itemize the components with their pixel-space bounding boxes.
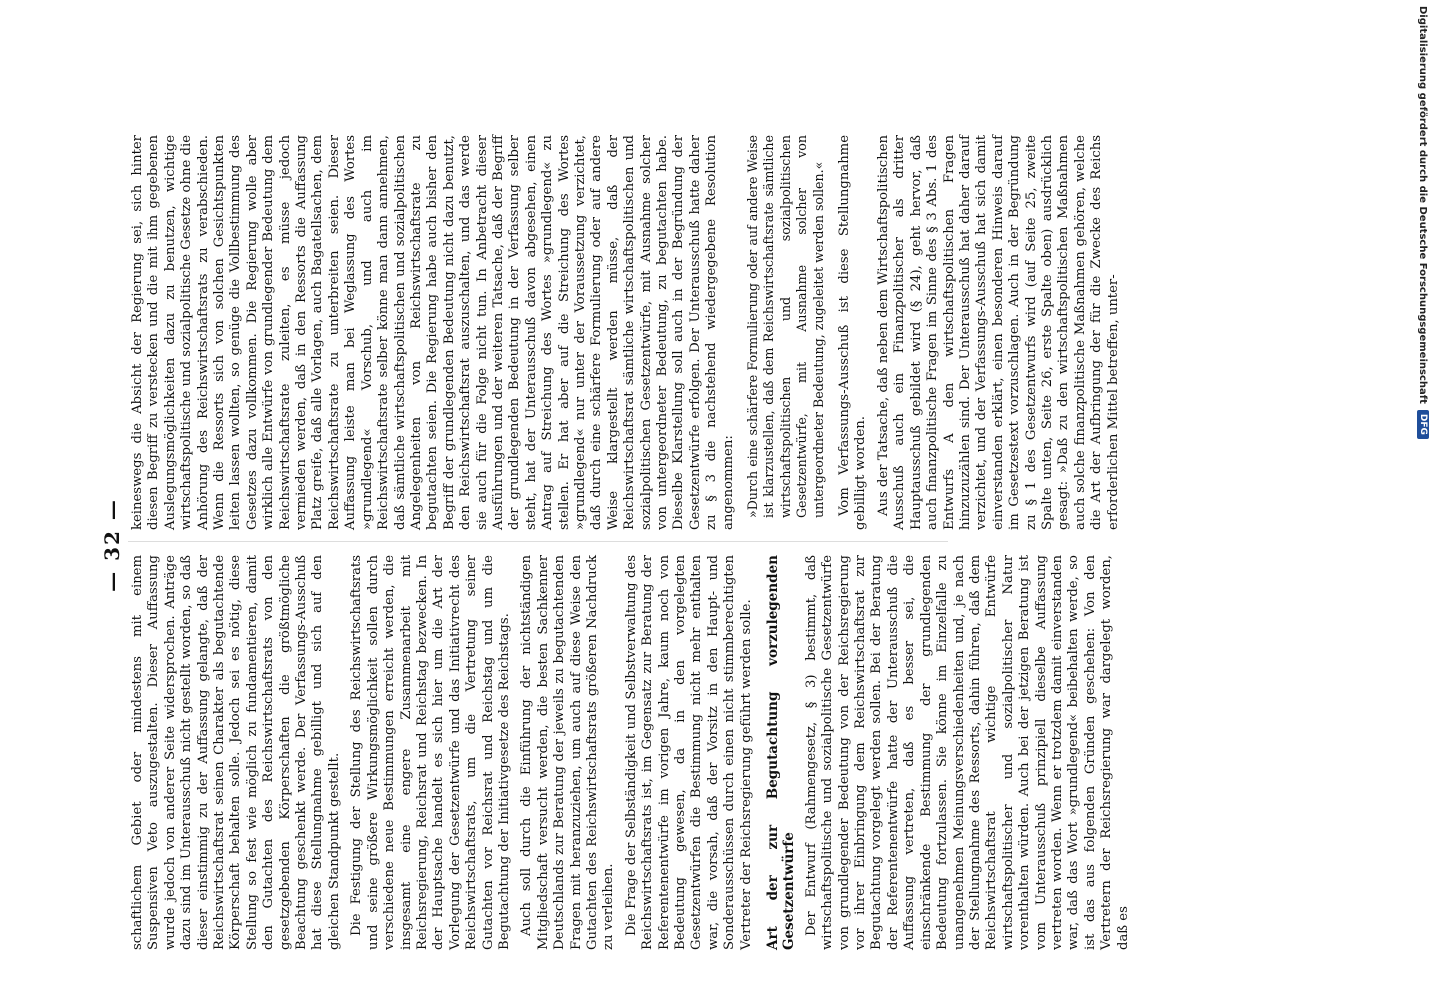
right-column	[130, 135, 1128, 530]
left-paragraph-3: Auch soll durch die Einführung der nichtständigen Mitgliedschaft versucht werden, die besten Sachkenner Deutschlands zur Beratung der jeweils zu begutachtenden Fragen mit heranzuziehen, um auch auf diese Weise den Gutachten des Reichswirtschaftsrats größeren Nachdruck zu verleihen.	[519, 555, 617, 950]
digitization-credit	[1412, 6, 1434, 996]
right-paragraph-3: Aus der Tatsache, daß neben dem Wirtschaftspolitischen Ausschuß auch ein Finanzpolitischer als dritter Hauptausschuß gebildet wird (§ 24), geht hervor, daß auch finanzpolitische Fragen im Sinne des § 3 Abs. 1 des Entwurfs A den wirtschaftspolitischen Fragen hinzuzuzählen sind. Der Unterausschuß hat daher darauf verzichtet, und der Verfassungs-Ausschuß hat sich damit einverstanden erklärt, einen besonderen Hinweis darauf im Gesetzestext vorzuschlagen. Auch in der Begründung zu § 1 des Gesetzentwurfs wird (auf Seite 25, zweite Spalte unten, Seite 26, erste Spalte oben) ausdrücklich gesagt: »Daß zu den wirtschaftspolitischen Maßnahmen auch solche finanzpolitische Maßnahmen gehören, welche die Art der Aufbringung der für die Zwecke des Reichs erforderlichen Mittel betreffen, unter-	[875, 135, 1121, 530]
left-paragraph-4: Die Frage der Selbständigkeit und Selbstverwaltung des Reichswirtschaftsrats ist, im Gegensatz zur Beratung der Referentenentwürfe im vorigen Jahre, kaum noch von Bedeutung gewesen, da in den vorgelegten Gesetzentwürfen die Bestimmung nicht mehr enthalten war, die vorsah, daß der Vorsitz in den Haupt- und Sonderausschüssen durch einen nicht stimmberechtigten Vertreter der Reichsregierung geführt werden solle.	[623, 555, 754, 950]
page-number: — 32 —	[100, 498, 124, 592]
dfg-logo: DFG	[1417, 410, 1429, 439]
resolution-quote: »Durch eine schärfere Formulierung oder auf andere Weise ist klarzustellen, daß dem Reichswirtschaftsrate sämtliche wirtschaftspolitischen und sozialpolitischen Gesetzentwürfe, mit Ausnahme solcher von untergeordneter Bedeutung, zugeleitet werden sollen.«	[745, 135, 826, 518]
section-heading: Art der zur Begutachtung vorzulegenden Gesetzentwürfe	[765, 555, 798, 950]
left-paragraph-2: Die Festigung der Stellung des Reichswirtschaftsrats und seine größere Wirkungsmöglichkeit sollen durch verschiedene neue Bestimmungen erreicht werden, die insgesamt eine engere Zusammenarbeit mit Reichsregierung, Reichsrat und Reichstag bezwecken. In der Hauptsache handelt es sich hier um die Art der Vorlegung der Gesetzentwürfe und das Initiativrecht des Reichswirtschaftsrats, um die Vertretung seiner Gutachten vor Reichsrat und Reichstag und um die Begutachtung der Initiativgesetze des Reichstags.	[349, 555, 512, 950]
left-paragraph-1: schaftlichem Gebiet oder mindestens mit einem Suspensiven Veto auszugestalten. Dieser Auffassung wurde jedoch von anderer Seite widersprochen. Anträge dazu sind im Unterausschuß nicht gestellt worden, so daß dieser einstimmig zu der Auffassung gelangte, daß der Reichswirtschaftsrat seinen Charakter als begutachtende Körperschaft behalten solle. Jedoch sei es nötig, diese Stellung so fest wie möglich zu fundamentieren, damit den Gutachten des Reichswirtschaftsrats von den gesetzgebenden Körperschaften die größtmögliche Beachtung geschenkt werde. Der Verfassungs-Ausschuß hat diese Stellungnahme gebilligt und sich auf den gleichen Standpunkt gestellt.	[130, 555, 342, 950]
left-column	[130, 555, 1138, 950]
page-content-rotated	[100, 130, 1280, 960]
left-paragraph-5: Der Entwurf (Rahmengesetz, § 3) bestimmt, daß wirtschaftspolitische und sozialpolitische Gesetzentwürfe von grundlegender Bedeutung von der Reichsregierung vor ihrer Einbringung dem Reichswirtschaftsrat zur Begutachtung vorgelegt werden sollen. Bei der Beratung der Referentenentwürfe hatte der Unterausschuß die Auffassung vertreten, daß es besser sei, die einschränkende Bestimmung der grundlegenden Bedeutung fortzulassen. Sie könne im Einzelfalle zu unangenehmen Meinungsverschiedenheiten und, je nach der Stellungnahme des Ressorts, dahin führen, daß dem Reichswirtschaftsrat wichtige Entwürfe wirtschaftspolitischer und sozialpolitischer Natur vorenthalten würden. Auch bei der jetzigen Beratung ist vom Unterausschuß prinzipiell dieselbe Auffassung vertreten worden. Wenn er trotzdem damit einverstanden war, daß das Wort »grundlegend« beibehalten werde, so ist das aus folgenden Gründen geschehen: Von den Vertretern der Reichsregierung war dargelegt worden, daß es	[803, 555, 1131, 950]
credit-text: Digitalisierung gefördert durch die Deutsche Forschungsgemeinschaft	[1417, 6, 1429, 404]
right-paragraph-1: keineswegs die Absicht der Regierung sei, sich hinter diesen Begriff zu verstecken und die mit ihm gegebenen Auslegungsmöglichkeiten dazu zu benutzen, wichtige wirtschaftspolitische und sozialpolitische Gesetze ohne die Anhörung des Reichswirtschaftsrats zu verabschieden. Wenn die Ressorts sich von solchen Gesichtspunkten leiten lassen wollten, so genüge die Vollbestimmung des Gesetzes dazu vollkommen. Die Regierung wolle aber wirklich alle Entwürfe von grundlegender Bedeutung dem Reichswirtschaftsrate zuleiten, es müsse jedoch vermieden werden, daß in den Ressorts die Auffassung Platz greife, daß alle Vorlagen, auch Bagatellsachen, dem Reichswirtschaftsrate zu unterbreiten seien. Dieser Auffassung leiste man bei Weglassung des Wortes »grundlegend« Vorschub, und auch im Reichswirtschaftsrate selber könne man dann annehmen, daß sämtliche wirtschaftspolitischen und sozialpolitischen Angelegenheiten von Reichswirtschaftsrate zu begutachten seien. Die Regierung habe auch bisher den Begriff der grundlegenden Bedeutung nicht dazu benutzt, den Reichswirtschaftsrat auszuschalten, und das werde sie auch für die Folge nicht tun. In Anbetracht dieser Ausführungen und der weiteren Tatsache, daß der Begriff der grundlegenden Bedeutung in der Verfassung selber steht, hat der Unterausschuß davon abgesehen, einen Antrag auf Streichung des Wortes »grundlegend« zu stellen. Er hat aber auf die Streichung des Wortes »grundlegend« nur unter der Voraussetzung verzichtet, daß durch eine schärfere Formulierung oder auf andere Weise klargestellt werden müsse, daß der Reichswirtschaftsrat sämtliche wirtschaftspolitischen und sozialpolitischen Gesetzentwürfe, mit Ausnahme solcher von untergeordneter Bedeutung, zu begutachten habe. Dieselbe Klarstellung soll auch in der Begründung der Gesetzentwürfe erfolgen. Der Unterausschuß hatte daher zu § 3 die nachstehend wiedergegebene Resolution angenommen:	[130, 135, 736, 530]
column-divider	[128, 541, 948, 542]
right-paragraph-2: Vom Verfassungs-Ausschuß ist diese Stellungnahme gebilligt worden.	[837, 135, 869, 530]
